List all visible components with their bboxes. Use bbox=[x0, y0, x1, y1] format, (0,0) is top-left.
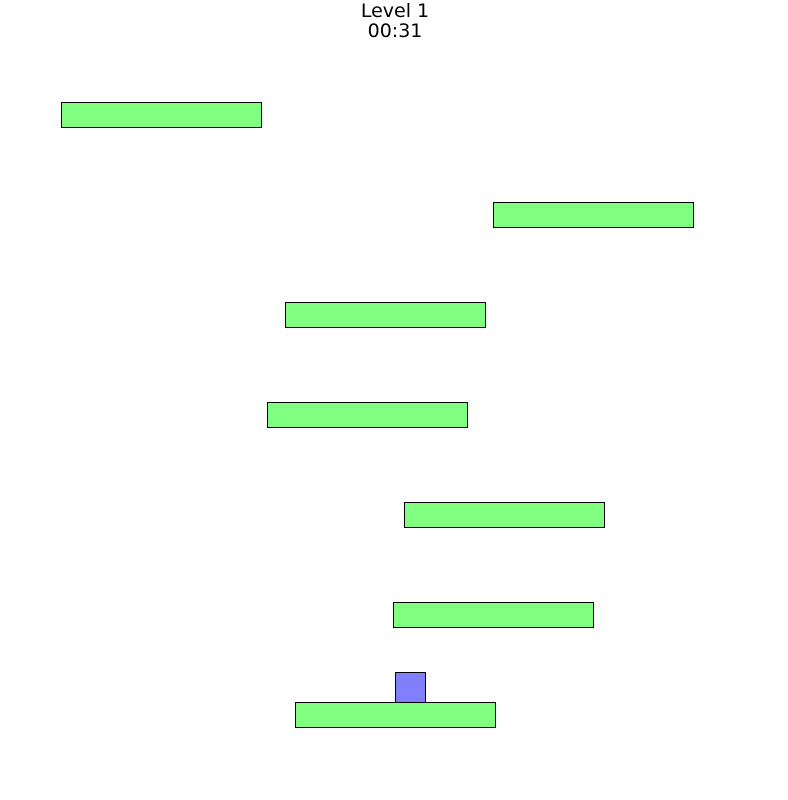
platform-6 bbox=[393, 602, 594, 628]
platform-7 bbox=[295, 702, 496, 728]
platform-2 bbox=[493, 202, 694, 228]
timer-display: 00:31 bbox=[367, 20, 423, 42]
platform-3 bbox=[285, 302, 486, 328]
platform-5 bbox=[404, 502, 605, 528]
platform-4 bbox=[267, 402, 468, 428]
platform-1 bbox=[61, 102, 262, 128]
level-label: Level 1 bbox=[360, 0, 430, 22]
player-block[interactable] bbox=[395, 672, 426, 703]
